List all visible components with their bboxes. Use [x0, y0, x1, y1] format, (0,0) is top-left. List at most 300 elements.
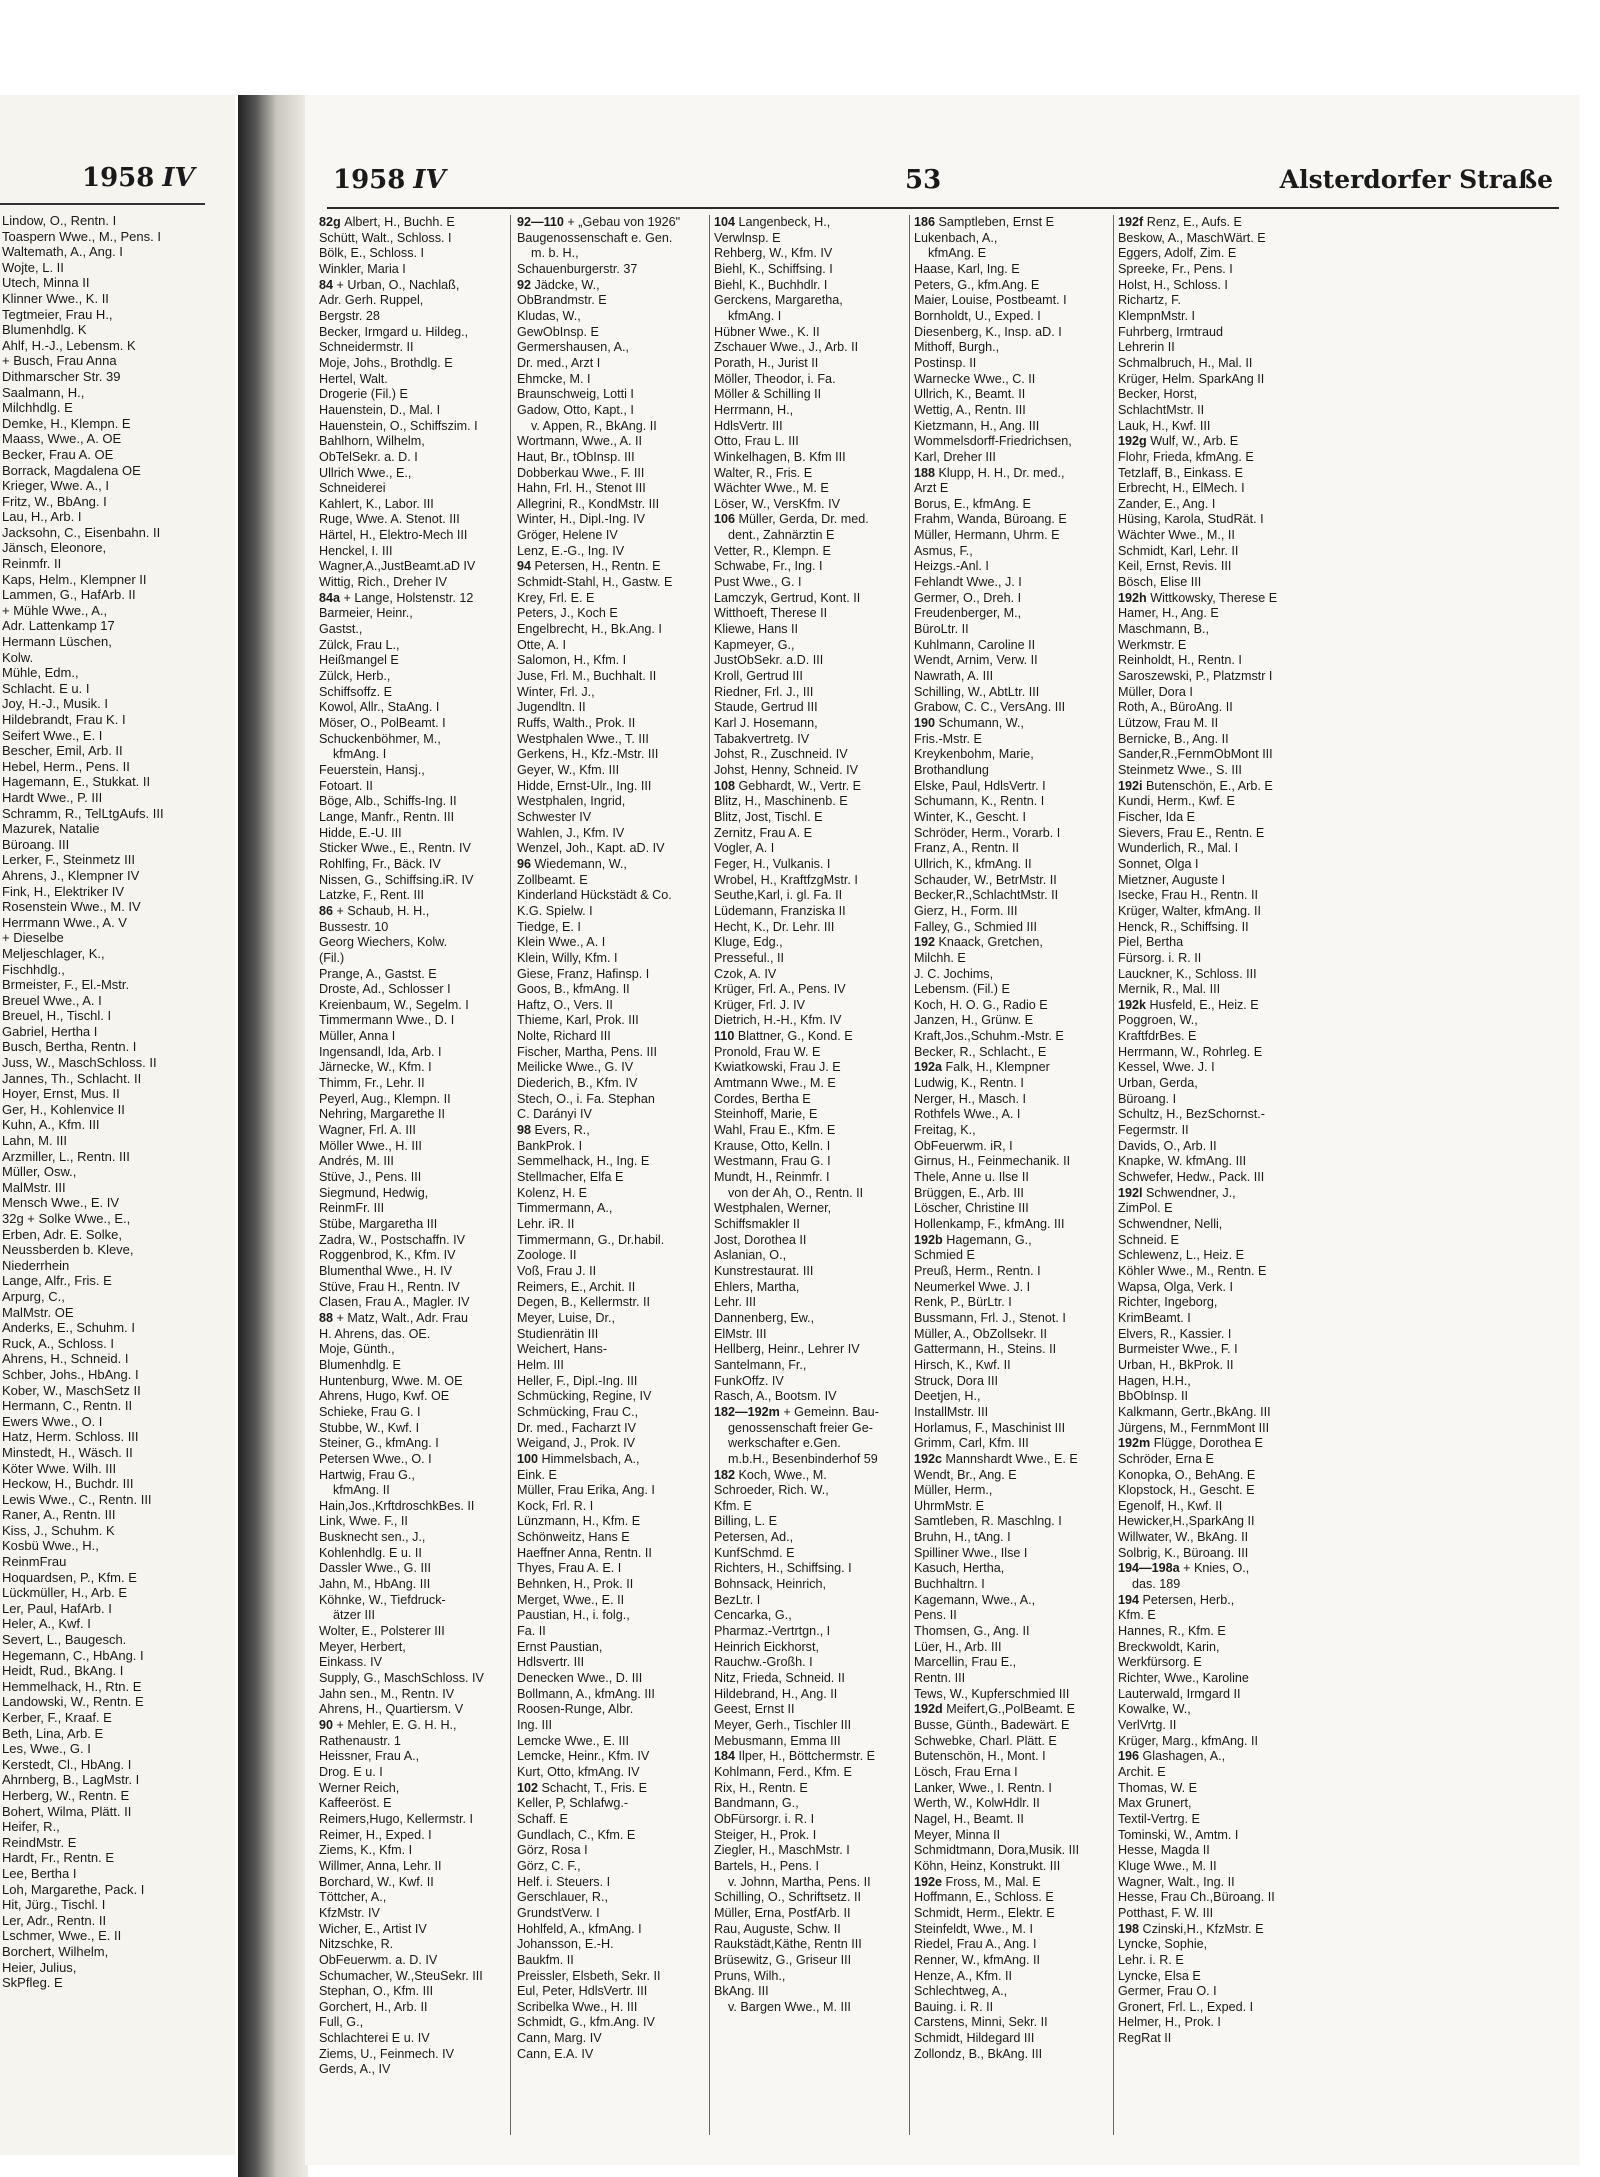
left-entry: Köter Wwe. Wilh. III	[2, 1460, 117, 1476]
directory-entry: 84 + Urban, O., Nachlaß,	[319, 277, 460, 292]
directory-entry: 192m Flügge, Dorothea E	[1118, 1436, 1263, 1451]
left-entry: Schramm, R., TelLtgAufs. III	[2, 805, 164, 821]
directory-entry: Tews, W., Kupferschmied III	[914, 1686, 1070, 1701]
directory-entry: 192h Wittkowsky, Therese E	[1118, 590, 1278, 605]
directory-entry: Zernitz, Frau A. E	[714, 825, 812, 840]
directory-entry: Meyer, Gerh., Tischler III	[714, 1718, 852, 1732]
left-page-rule	[0, 203, 205, 205]
column-divider	[909, 215, 910, 2135]
directory-entry: Henck, R., Schiffsing. II	[1118, 919, 1249, 934]
directory-entry: Kowalke, W.,	[1118, 1702, 1191, 1717]
directory-entry: Schumann, K., Rentn. I	[914, 794, 1045, 809]
directory-entry: Gerckens, Margaretha,	[714, 293, 843, 308]
directory-entry: ObBrandmstr. E	[517, 293, 607, 308]
directory-entry: Helmer, H., Prok. I	[1118, 2015, 1221, 2030]
directory-entry: Studienrätin III	[517, 1326, 599, 1341]
directory-entry: Herrmann, H.,	[714, 402, 794, 417]
directory-entry: Becker, R., Schlacht., E	[914, 1044, 1047, 1059]
directory-entry: Ehlers, Martha,	[714, 1279, 800, 1294]
directory-entry: Geest, Ernst II	[714, 1702, 795, 1717]
directory-entry: SchlachtMstr. II	[1118, 402, 1205, 417]
directory-entry: Schwabe, Fr., Ing. I	[714, 559, 823, 574]
left-entry: Beth, Lina, Arb. E	[2, 1725, 104, 1741]
directory-entry: Weigand, J., Prok. IV	[517, 1436, 636, 1451]
directory-entry: Wendt, Br., Ang. E	[914, 1467, 1017, 1482]
directory-entry: Butenschön, H., Mont. I	[914, 1749, 1046, 1764]
directory-entry: Krause, Otto, Kelln. I	[714, 1138, 831, 1153]
directory-entry: genossenschaft freier Ge-	[728, 1420, 873, 1435]
directory-entry: Schultz, H., BezSchornst.-	[1118, 1107, 1265, 1122]
directory-entry: Hirsch, K., Kwf. II	[914, 1357, 1011, 1372]
directory-entry: Pharmaz.-Vertrtgn., I	[714, 1624, 831, 1639]
directory-entry: Kreykenbohm, Marie,	[914, 747, 1034, 762]
directory-entry: ElMstr. III	[714, 1326, 767, 1341]
directory-entry: Werth, W., KolwHdlr. II	[914, 1796, 1040, 1811]
directory-entry: Scribelka Wwe., H. III	[517, 1999, 638, 2014]
directory-entry: Rothfels Wwe., A. I	[914, 1107, 1021, 1122]
directory-entry: Bussestr. 10	[319, 919, 389, 934]
directory-entry: Nawrath, A. III	[914, 669, 994, 684]
left-entry: Ahrens, J., Klempner IV	[2, 867, 140, 883]
directory-entry: Degen, B., Kellermstr. II	[517, 1295, 650, 1310]
directory-entry: 192k Husfeld, E., Heiz. E	[1118, 997, 1259, 1012]
left-entry: Meljeschlager, K.,	[2, 945, 105, 961]
directory-entry: Becker, Irmgard u. Hildeg.,	[319, 324, 469, 339]
left-entry: Ler, Paul, HafArb. I	[2, 1600, 112, 1616]
directory-entry: Amtmann Wwe., M. E	[714, 1076, 836, 1091]
directory-entry: Wunderlich, R., Mal. I	[1118, 841, 1239, 856]
directory-entry: Falley, G., Schmied III	[914, 919, 1037, 934]
directory-entry: Brüggen, E., Arb. III	[914, 1185, 1024, 1200]
directory-entry: Hannes, R., Kfm. E	[1118, 1624, 1226, 1639]
directory-entry: Cann, E.A. IV	[517, 2046, 594, 2061]
directory-entry: Hildebrand, H., Ang. II	[714, 1686, 838, 1701]
directory-entry: Weichert, Hans-	[517, 1342, 608, 1357]
directory-entry: Hüsing, Karola, StudRät. I	[1118, 512, 1264, 527]
directory-entry: KrimBeamt. I	[1118, 1310, 1191, 1325]
header-year: 1958	[333, 165, 406, 195]
directory-entry: Schneiderei	[319, 481, 386, 496]
directory-entry: Bruhn, H., tAng. I	[914, 1530, 1011, 1545]
directory-entry: Eink. E	[517, 1467, 557, 1482]
left-entry: Tegtmeier, Frau H.,	[2, 306, 113, 322]
directory-entry: das. 189	[1132, 1577, 1181, 1592]
directory-entry: 82g Albert, H., Buchh. E	[319, 215, 455, 229]
directory-entry: Kfm. E	[714, 1498, 752, 1513]
directory-entry: Schmücking, Regine, IV	[517, 1389, 652, 1404]
directory-entry: Warnecke Wwe., C. II	[914, 371, 1036, 386]
directory-entry: Deetjen, H.,	[914, 1389, 981, 1404]
directory-entry: Lange, Manfr., Rentn. III	[319, 809, 455, 824]
directory-entry: Böge, Alb., Schiffs-Ing. II	[319, 794, 457, 809]
directory-entry: 194 Petersen, Herb.,	[1118, 1592, 1235, 1607]
directory-entry: Otto, Frau L. III	[714, 434, 799, 449]
left-entry: 32g + Solke Wwe., E.,	[2, 1211, 131, 1226]
directory-entry: Kreienbaum, W., Segelm. I	[319, 997, 469, 1012]
left-entry: Seifert Wwe., E. I	[2, 727, 103, 743]
directory-entry: Wagner,A.,JustBeamt.aD IV	[319, 559, 476, 574]
directory-entry: Lemcke Wwe., E. III	[517, 1733, 629, 1748]
directory-entry: Becker,R.,SchlachtMstr. II	[914, 888, 1059, 903]
left-entry: Mühle, Edm.,	[2, 665, 79, 681]
directory-entry: Heissner, Frau A.,	[319, 1749, 420, 1764]
directory-entry: Hoffmann, E., Schloss. E	[914, 1890, 1054, 1905]
directory-entry: Renk, P., BürLtr. I	[914, 1295, 1012, 1310]
directory-entry: Textil-Vertrg. E	[1118, 1811, 1200, 1826]
left-entry: Ger, H., Kohlenvice II	[2, 1101, 125, 1117]
directory-entry: Kahlert, K., Labor. III	[319, 496, 434, 511]
directory-entry: Neumerkel Wwe. J. I	[914, 1279, 1031, 1294]
directory-entry: Schütt, Walt., Schloss. I	[319, 230, 452, 245]
directory-entry: Lüdemann, Franziska II	[714, 903, 846, 918]
directory-entry: Lauckner, K., Schloss. III	[1118, 966, 1257, 981]
directory-page	[305, 95, 1580, 2165]
directory-entry: Asmus, F.,	[914, 543, 973, 558]
directory-entry: Steinmetz Wwe., S. III	[1118, 762, 1242, 777]
directory-entry: Westphalen, Ingrid,	[517, 794, 626, 809]
directory-entry: Lösch, Frau Erna I	[914, 1764, 1018, 1779]
directory-entry: Schneidermstr. II	[319, 340, 414, 355]
directory-entry: Spreeke, Fr., Pens. I	[1118, 261, 1233, 276]
directory-entry: 192d Meifert,G.,PolBeamt. E	[914, 1702, 1075, 1717]
directory-entry: Görz, C. F.,	[517, 1858, 581, 1873]
directory-entry: Elvers, R., Kassier. I	[1118, 1326, 1232, 1341]
directory-entry: Lemcke, Heinr., Kfm. IV	[517, 1749, 650, 1764]
directory-entry: Elske, Paul, HdlsVertr. I	[914, 778, 1046, 793]
directory-entry: Adr. Gerh. Ruppel,	[319, 293, 424, 308]
left-entry: Waltemath, A., Ang. I	[2, 244, 123, 260]
left-entry: Ruck, A., Schloss. I	[2, 1335, 114, 1351]
directory-entry: Kfm. E	[1118, 1608, 1156, 1623]
directory-entry: Biehl, K., Schiffsing. I	[714, 261, 833, 276]
directory-entry: GewObInsp. E	[517, 324, 599, 339]
directory-entry: Köhnke, W., Tiefdruck-	[319, 1592, 446, 1607]
directory-entry: Wagner, Frl. A. III	[319, 1123, 416, 1138]
directory-entry: Willwater, W., BkAng. II	[1118, 1530, 1249, 1545]
left-entry: Joy, H.-J., Musik. I	[2, 696, 108, 712]
left-entry: Kaps, Helm., Klempner II	[2, 571, 147, 587]
directory-entry: Rentn. III	[914, 1671, 966, 1686]
directory-entry: Ludwig, K., Rentn. I	[914, 1076, 1024, 1091]
left-entry: Heckow, H., Buchdr. III	[2, 1476, 134, 1492]
directory-entry: Müller, Hermann, Uhrm. E	[914, 528, 1060, 543]
directory-entry: Saroszewski, P., Platzmstr I	[1118, 669, 1273, 684]
directory-entry: Sander,R.,FernmObMont III	[1118, 747, 1273, 762]
directory-entry: Müller, Dora I	[1118, 684, 1193, 699]
directory-entry: Archit. E	[1118, 1764, 1166, 1779]
directory-entry: Ullrich Wwe., E.,	[319, 465, 412, 480]
directory-entry: Haeffner Anna, Rentn. II	[517, 1545, 652, 1560]
left-entry: Anderks, E., Schuhm. I	[2, 1320, 135, 1336]
directory-entry: Köhler Wwe., M., Rentn. E	[1118, 1263, 1267, 1278]
directory-entry: Konopka, O., BehAng. E	[1118, 1467, 1256, 1482]
left-entry: Lerker, F., Steinmetz III	[2, 852, 135, 868]
left-entry: Lee, Bertha I	[2, 1865, 77, 1881]
directory-entry: Rix, H., Rentn. E	[714, 1780, 808, 1795]
directory-entry: Kaffeeröst. E	[319, 1796, 392, 1811]
directory-entry: Rathenaustr. 1	[319, 1733, 401, 1748]
left-entry: Hoyer, Ernst, Mus. II	[2, 1086, 120, 1102]
directory-entry: Ingensandl, Ida, Arb. I	[319, 1044, 442, 1059]
directory-entry: Gröger, Helene IV	[517, 528, 618, 543]
directory-entry: Klein Wwe., A. I	[517, 935, 606, 950]
column-2	[517, 215, 703, 2062]
left-entry: Toaspern Wwe., M., Pens. I	[2, 228, 161, 244]
directory-entry: 92—110 + „Gebau von 1926"	[517, 215, 681, 229]
directory-entry: Kundi, Herm., Kwf. E	[1118, 794, 1235, 809]
directory-entry: Nehring, Margarethe II	[319, 1107, 445, 1122]
directory-entry: KlempnMstr. I	[1118, 308, 1195, 323]
directory-entry: Schmidt-Stahl, H., Gastw. E	[517, 575, 673, 590]
directory-entry: Schmalbruch, H., Mal. II	[1118, 355, 1253, 370]
left-entry: Mazurek, Natalie	[2, 821, 100, 837]
left-entry: Gabriel, Hertha I	[2, 1023, 98, 1039]
directory-entry: Lyncke, Elsa E	[1118, 1968, 1201, 1983]
left-entry: Hatz, Herm. Schloss. III	[2, 1429, 139, 1445]
directory-entry: Gattermann, H., Steins. II	[914, 1342, 1057, 1357]
directory-entry: Gerds, A., IV	[319, 2062, 391, 2077]
directory-entry: Keller, P, Schlafwg.-	[517, 1796, 629, 1811]
directory-entry: Klein, Willy, Kfm. I	[517, 950, 618, 965]
directory-entry: Meyer, Minna II	[914, 1827, 1001, 1842]
directory-entry: Hamer, H., Ang. E	[1118, 606, 1219, 621]
directory-entry: KunfSchmd. E	[714, 1545, 795, 1560]
directory-entry: Kluge, Edg.,	[714, 935, 783, 950]
directory-entry: Kolenz, H. E	[517, 1185, 587, 1200]
directory-entry: v. Bargen Wwe., M. III	[728, 1999, 851, 2014]
left-entry: Raner, A., Rentn. III	[2, 1507, 116, 1523]
directory-entry: BkAng. III	[714, 1984, 769, 1999]
directory-entry: Ullrich, K., kfmAng. II	[914, 856, 1032, 871]
directory-entry: Peyerl, Aug., Klempn. II	[319, 1091, 451, 1106]
directory-entry: Henze, A., Kfm. II	[914, 1968, 1012, 1983]
directory-entry: Lukenbach, A.,	[914, 230, 998, 245]
directory-entry: Hauenstein, O., Schiffszim. I	[319, 418, 478, 433]
directory-entry: Thomsen, G., Ang. II	[914, 1624, 1030, 1639]
directory-entry: Möller Wwe., H. III	[319, 1138, 422, 1153]
directory-entry: Sievers, Frau E., Rentn. E	[1118, 825, 1265, 840]
directory-entry: 198 Czinski,H., KfzMstr. E	[1118, 1921, 1264, 1936]
directory-entry: Rau, Auguste, Schw. II	[714, 1921, 841, 1936]
directory-entry: Baugenossenschaft e. Gen.	[517, 230, 673, 245]
directory-entry: Willmer, Anna, Lehr. II	[319, 1858, 442, 1873]
left-entry: Les, Wwe., G. I	[2, 1741, 91, 1757]
directory-entry: Marcellin, Frau E.,	[914, 1655, 1017, 1670]
directory-entry: Walter, R., Fris. E	[714, 465, 813, 480]
directory-entry: Wenzel, Joh., Kapt. aD. IV	[517, 841, 665, 856]
directory-entry: Drog. E u. I	[319, 1764, 383, 1779]
directory-entry: Krüger, Walter, kfmAng. II	[1118, 903, 1262, 918]
directory-entry: Müller, Erna, PostfArb. II	[714, 1905, 851, 1920]
directory-entry: Maschmann, B.,	[1118, 622, 1209, 637]
directory-entry: ObFeuerwm. iR, I	[914, 1138, 1013, 1153]
directory-entry: Dr. med., Facharzt IV	[517, 1420, 636, 1435]
directory-entry: Carstens, Minni, Sekr. II	[914, 2015, 1048, 2030]
directory-entry: Germer, O., Dreh. I	[914, 590, 1022, 605]
directory-entry: Lenz, E.-G., Ing. IV	[517, 543, 625, 558]
directory-entry: 94 Petersen, H., Rentn. E	[517, 559, 661, 574]
directory-entry: Jahn sen., M., Rentn. IV	[319, 1686, 455, 1701]
directory-entry: Helm. III	[517, 1357, 564, 1372]
page-number: 53	[905, 165, 942, 195]
directory-entry: Rohlfing, Fr., Bäck. IV	[319, 856, 441, 871]
directory-entry: JustObSekr. a.D. III	[714, 653, 824, 668]
left-entry: Ewers Wwe., O. I	[2, 1413, 103, 1429]
directory-entry: Preissler, Elsbeth, Sekr. II	[517, 1968, 661, 1983]
directory-entry: Kietzmann, H., Ang. III	[914, 418, 1040, 433]
directory-entry: 86 + Schaub, H. H.,	[319, 903, 430, 918]
directory-entry: Dassler Wwe., G. III	[319, 1561, 431, 1576]
directory-entry: Bussmann, Frl. J., Stenot. I	[914, 1310, 1066, 1325]
directory-entry: Johst, R., Zuschneid. IV	[714, 747, 848, 762]
directory-entry: Ruffs, Walth., Prok. II	[517, 716, 636, 730]
directory-entry: Arzt E	[914, 481, 949, 496]
directory-entry: Mebusmann, Emma III	[714, 1733, 841, 1748]
directory-entry: Ziems, U., Feinmech. IV	[319, 2046, 455, 2061]
directory-entry: Krüger, Helm. SparkAng II	[1118, 371, 1265, 386]
directory-entry: Behnken, H., Prok. II	[517, 1577, 634, 1592]
directory-entry: 186 Samptleben, Ernst E	[914, 215, 1055, 229]
directory-entry: Thimm, Fr., Lehr. II	[319, 1076, 425, 1091]
directory-entry: Ruge, Wwe. A. Stenot. III	[319, 512, 460, 527]
directory-entry: Gerkens, H., Kfz.-Mstr. III	[517, 747, 659, 762]
directory-entry: Lehr. III	[714, 1295, 757, 1310]
directory-entry: Roggenbrod, K., Kfm. IV	[319, 1248, 456, 1263]
left-entry: Fritz, W., BbAng. I	[2, 493, 107, 509]
directory-entry: Lehr. i. R. E	[1118, 1952, 1184, 1967]
directory-entry: Gastst.,	[319, 622, 363, 637]
directory-entry: Bartels, H., Pens. I	[714, 1858, 819, 1873]
directory-entry: Lebensm. (Fil.) E	[914, 982, 1010, 997]
directory-entry: Büroang. I	[1118, 1091, 1177, 1106]
directory-entry: Schwefer, Hedw., Pack. III	[1118, 1170, 1265, 1185]
directory-entry: Zülck, Herb.,	[319, 669, 391, 684]
directory-entry: Samtleben, R. Maschlng. I	[914, 1514, 1062, 1529]
directory-entry: Werkmstr. E	[1118, 637, 1187, 652]
left-page	[0, 95, 235, 2155]
directory-entry: Westphalen, Werner,	[714, 1201, 832, 1216]
left-entry: Hoquardsen, P., Kfm. E	[2, 1569, 137, 1585]
directory-entry: ObTelSekr. a. D. I	[319, 449, 418, 464]
directory-entry: Roosen-Runge, Albr.	[517, 1702, 634, 1717]
directory-entry: Urban, Gerda,	[1118, 1076, 1198, 1091]
directory-entry: Gundlach, C., Kfm. E	[517, 1827, 636, 1842]
directory-entry: 92 Jädcke, W.,	[517, 277, 600, 292]
left-entry: Lückmüller, H., Arb. E	[2, 1585, 127, 1601]
left-entry: Heier, Julius,	[2, 1959, 77, 1975]
directory-entry: Schmücking, Frau C.,	[517, 1404, 639, 1419]
directory-entry: Allegrini, R., KondMstr. III	[517, 496, 660, 511]
directory-entry: Schaff. E	[517, 1811, 568, 1826]
left-entry: Hit, Jürg., Tischl. I	[2, 1897, 106, 1913]
left-entry: Saalmann, H.,	[2, 384, 85, 400]
directory-entry: Blumenhdlg. E	[319, 1357, 401, 1372]
left-entry: Krieger, Wwe. A., I	[2, 478, 109, 494]
directory-entry: Seuthe,Karl, i. gl. Fa. II	[714, 888, 843, 903]
column-divider	[709, 215, 710, 2135]
directory-entry: Salomon, H., Kfm. I	[517, 653, 627, 668]
directory-entry: Dannenberg, Ew.,	[714, 1310, 815, 1325]
directory-entry: von der Ah, O., Rentn. II	[728, 1185, 864, 1200]
directory-entry: Blitz, Jost, Tischl. E	[714, 809, 823, 824]
directory-entry: Dietrich, H.-H., Kfm. IV	[714, 1013, 842, 1028]
directory-entry: Mernik, R., Mal. III	[1118, 982, 1221, 997]
directory-entry: Knapke, W. kfmAng. III	[1118, 1154, 1247, 1169]
left-entry: Loh, Margarethe, Pack. I	[2, 1881, 145, 1897]
directory-entry: 192a Falk, H., Klempner	[914, 1060, 1050, 1075]
directory-entry: Diesenberg, K., Insp. aD. I	[914, 324, 1062, 339]
directory-entry: ObFürsorgr. i. R. I	[714, 1811, 815, 1826]
directory-entry: KfzMstr. IV	[319, 1905, 380, 1920]
directory-entry: Nagel, H., Beamt. II	[914, 1811, 1024, 1826]
left-entry: Lahn, M. III	[2, 1133, 68, 1149]
directory-entry: Breckwoldt, Karin,	[1118, 1639, 1220, 1654]
directory-entry: Jahn, M., HbAng. III	[319, 1577, 431, 1592]
directory-entry: Otte, A. I	[517, 637, 566, 652]
left-entry: Schlacht. E u. I	[2, 680, 90, 696]
directory-entry: Busse, Günth., Badewärt. E	[914, 1718, 1070, 1732]
directory-entry: Haftz, O., Vers. II	[517, 997, 613, 1012]
directory-entry: Wittig, Rich., Dreher IV	[319, 575, 448, 590]
directory-entry: Krüger, Marg., kfmAng. II	[1118, 1733, 1258, 1748]
directory-entry: Fürsorg. i. R. II	[1118, 950, 1202, 965]
left-entry: Breuel Wwe., A. I	[2, 992, 102, 1008]
book-gutter	[238, 95, 308, 2177]
left-entry: Müller, Osw.,	[2, 1164, 77, 1180]
directory-entry: Peters, J., Koch E	[517, 606, 618, 621]
directory-entry: Wettig, A., Rentn. III	[914, 402, 1026, 417]
directory-entry: Siegmund, Hedwig,	[319, 1185, 429, 1200]
directory-entry: Wendt, Arnim, Verw. II	[914, 653, 1038, 668]
directory-entry: Tiedge, E. I	[517, 919, 581, 934]
directory-entry: Latzke, F., Rent. III	[319, 888, 424, 903]
left-entry: Kolw.	[2, 649, 34, 665]
directory-entry: Hewicker,H.,SparkAng II	[1118, 1514, 1255, 1529]
directory-entry: Droste, Ad., Schlosser I	[319, 982, 451, 997]
directory-entry: Hohlfeld, A., kfmAng. I	[517, 1921, 642, 1936]
directory-entry: Raukstädt,Käthe, Rentn III	[714, 1937, 862, 1952]
column-1	[319, 215, 505, 2078]
directory-entry: Schiffsmakler II	[714, 1217, 800, 1231]
directory-entry: 188 Klupp, H. H., Dr. med.,	[914, 465, 1065, 480]
directory-entry: Brüsewitz, G., Griseur III	[714, 1952, 852, 1967]
directory-entry: Schwester IV	[517, 809, 592, 824]
directory-entry: 192 Knaack, Gretchen,	[914, 935, 1043, 950]
directory-entry: 192i Butenschön, E., Arb. E	[1118, 778, 1273, 793]
left-entry: Landowski, W., Rentn. E	[2, 1694, 144, 1710]
directory-entry: Pens. II	[914, 1608, 957, 1623]
directory-entry: Kohlmann, Ferd., Kfm. E	[714, 1764, 852, 1779]
left-entry: + Busch, Frau Anna	[2, 353, 117, 369]
directory-entry: Lamczyk, Gertrud, Kont. II	[714, 590, 861, 605]
directory-entry: Henckel, I. III	[319, 543, 393, 558]
directory-entry: BezLtr. I	[714, 1592, 761, 1607]
left-entry: SkPfleg. E	[2, 1975, 63, 1991]
directory-entry: Schlewenz, L., Heiz. E	[1118, 1248, 1244, 1263]
directory-entry: Cencarka, G.,	[714, 1608, 792, 1623]
directory-entry: Schmidt, Hildegard III	[914, 2031, 1035, 2046]
left-entry: Ahrens, H., Schneid. I	[2, 1351, 129, 1367]
directory-entry: Timmermann Wwe., D. I	[319, 1013, 455, 1028]
directory-entry: Johansson, E.-H.	[517, 1937, 614, 1952]
directory-entry: Schmied E	[914, 1248, 975, 1263]
directory-entry: Löser, W., VersKfm. IV	[714, 496, 840, 511]
directory-entry: Stubbe, W., Kwf. I	[319, 1420, 420, 1435]
left-entry: Borrack, Magdalena OE	[2, 462, 141, 478]
left-entry: Hardt Wwe., P. III	[2, 789, 103, 805]
directory-entry: Fischer, Martha, Pens. III	[517, 1044, 657, 1059]
directory-entry: 192f Renz, E., Aufs. E	[1118, 215, 1242, 229]
